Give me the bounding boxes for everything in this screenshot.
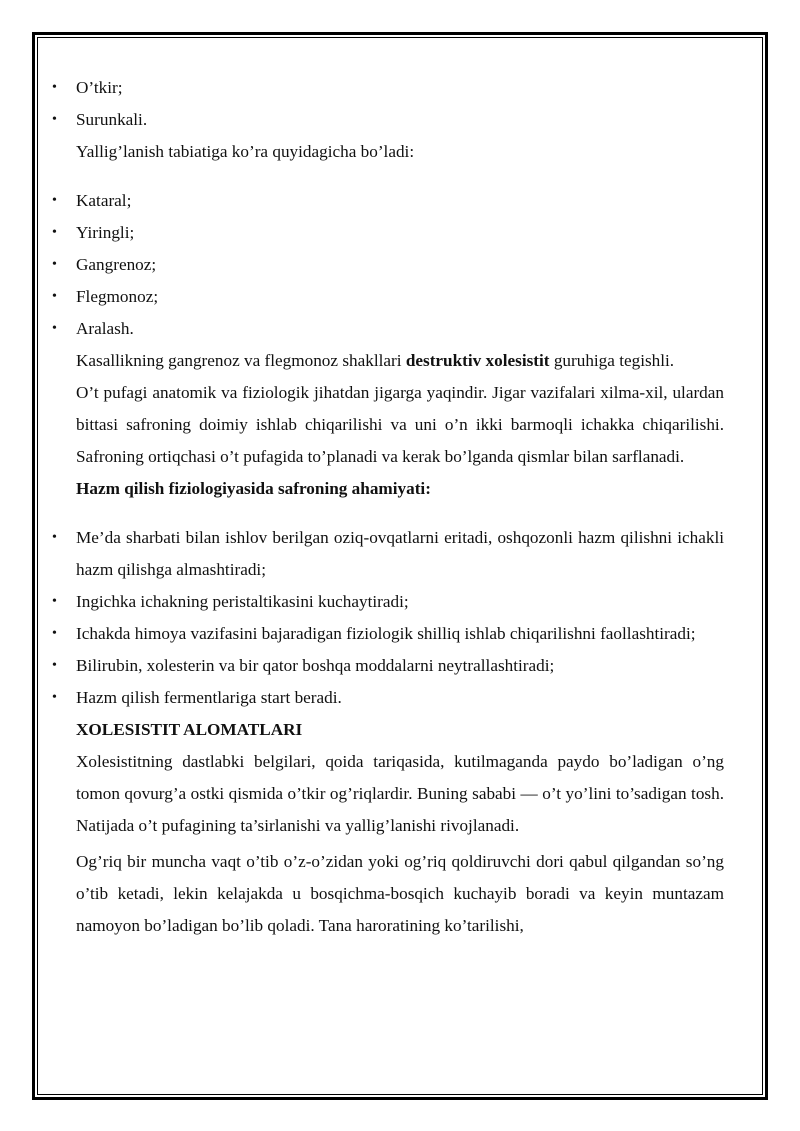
list-item: • Yiringli; xyxy=(48,217,724,249)
list-item: • Flegmonoz; xyxy=(48,281,724,313)
paragraph-text: Kasallikning gangrenoz va flegmonoz shakllari xyxy=(76,351,406,370)
document-body xyxy=(48,72,724,942)
paragraph-text: guruhiga tegishli. xyxy=(549,351,675,370)
list-item: • Ingichka ichakning peristaltikasini kuchaytiradi; xyxy=(48,586,724,618)
list-item: • Surunkali. xyxy=(48,104,724,136)
paragraph-symptoms: Xolesistitning dastlabki belgilari, qoida tariqasida, kutilmaganda paydo bo’ladigan o’ng tomon qovurg’a ostki qismida o’tkir og’riqlardir. Buning sababi — o’t yo’lini to’sadigan tosh. Natijada o’t pufagining ta’sirlanishi va yallig’lanishi rivojlanadi. xyxy=(76,752,724,835)
list-item: • Hazm qilish fermentlariga start beradi. xyxy=(48,682,724,714)
paragraph-destructive xyxy=(48,345,724,377)
list-item: • Kataral; xyxy=(48,185,724,217)
bold-term: destruktiv xolesistit xyxy=(405,351,550,370)
section-heading: XOLESISTIT ALOMATLARI xyxy=(76,720,303,739)
list-item: • Ichakda himoya vazifasini bajaradigan fiziologik shilliq ishlab chiqarilishni faollashtiradi; xyxy=(48,618,724,650)
paragraph-gallbladder: O’t pufagi anatomik va fiziologik jihatdan jigarga yaqindir. Jigar vazifalari xilma-xil, ulardan bittasi safroning doimiy ishlab chiqarilishi va uni o’n ikki barmoqli ichakka chiqarilishi. Safroning ortiqchasi o’t pufagida to’planadi va kerak bo’lganda qismlar bilan sarflanadi. xyxy=(76,383,724,466)
paragraph-pain: Og’riq bir muncha vaqt o’tib o’z-o’zidan yoki og’riq qoldiruvchi dori qabul qilgandan so’ng o’tib ketadi, lekin kelajakda u bosqichma-bosqich kuchayib boradi va keyin muntazam namoyon bo’ladigan bo’lib qoladi. Tana haroratining ko’tarilishi, xyxy=(76,852,724,935)
list-item: • O’tkir; xyxy=(48,72,724,104)
list-item: • Bilirubin, xolesterin va bir qator boshqa moddalarni neytrallashtiradi; xyxy=(48,650,724,682)
list-item: • Me’da sharbati bilan ishlov berilgan oziq-ovqatlarni eritadi, oshqozonli hazm qilishni ichakli hazm qilishga almashtiradi; xyxy=(48,522,724,586)
paragraph-intro: Yallig’lanish tabiatiga ko’ra quyidagicha bo’ladi: xyxy=(76,142,415,161)
section-heading: Hazm qilish fiziologiyasida safroning ahamiyati: xyxy=(76,479,431,498)
list-item: • Gangrenoz; xyxy=(48,249,724,281)
list-item: • Aralash. xyxy=(48,313,724,345)
